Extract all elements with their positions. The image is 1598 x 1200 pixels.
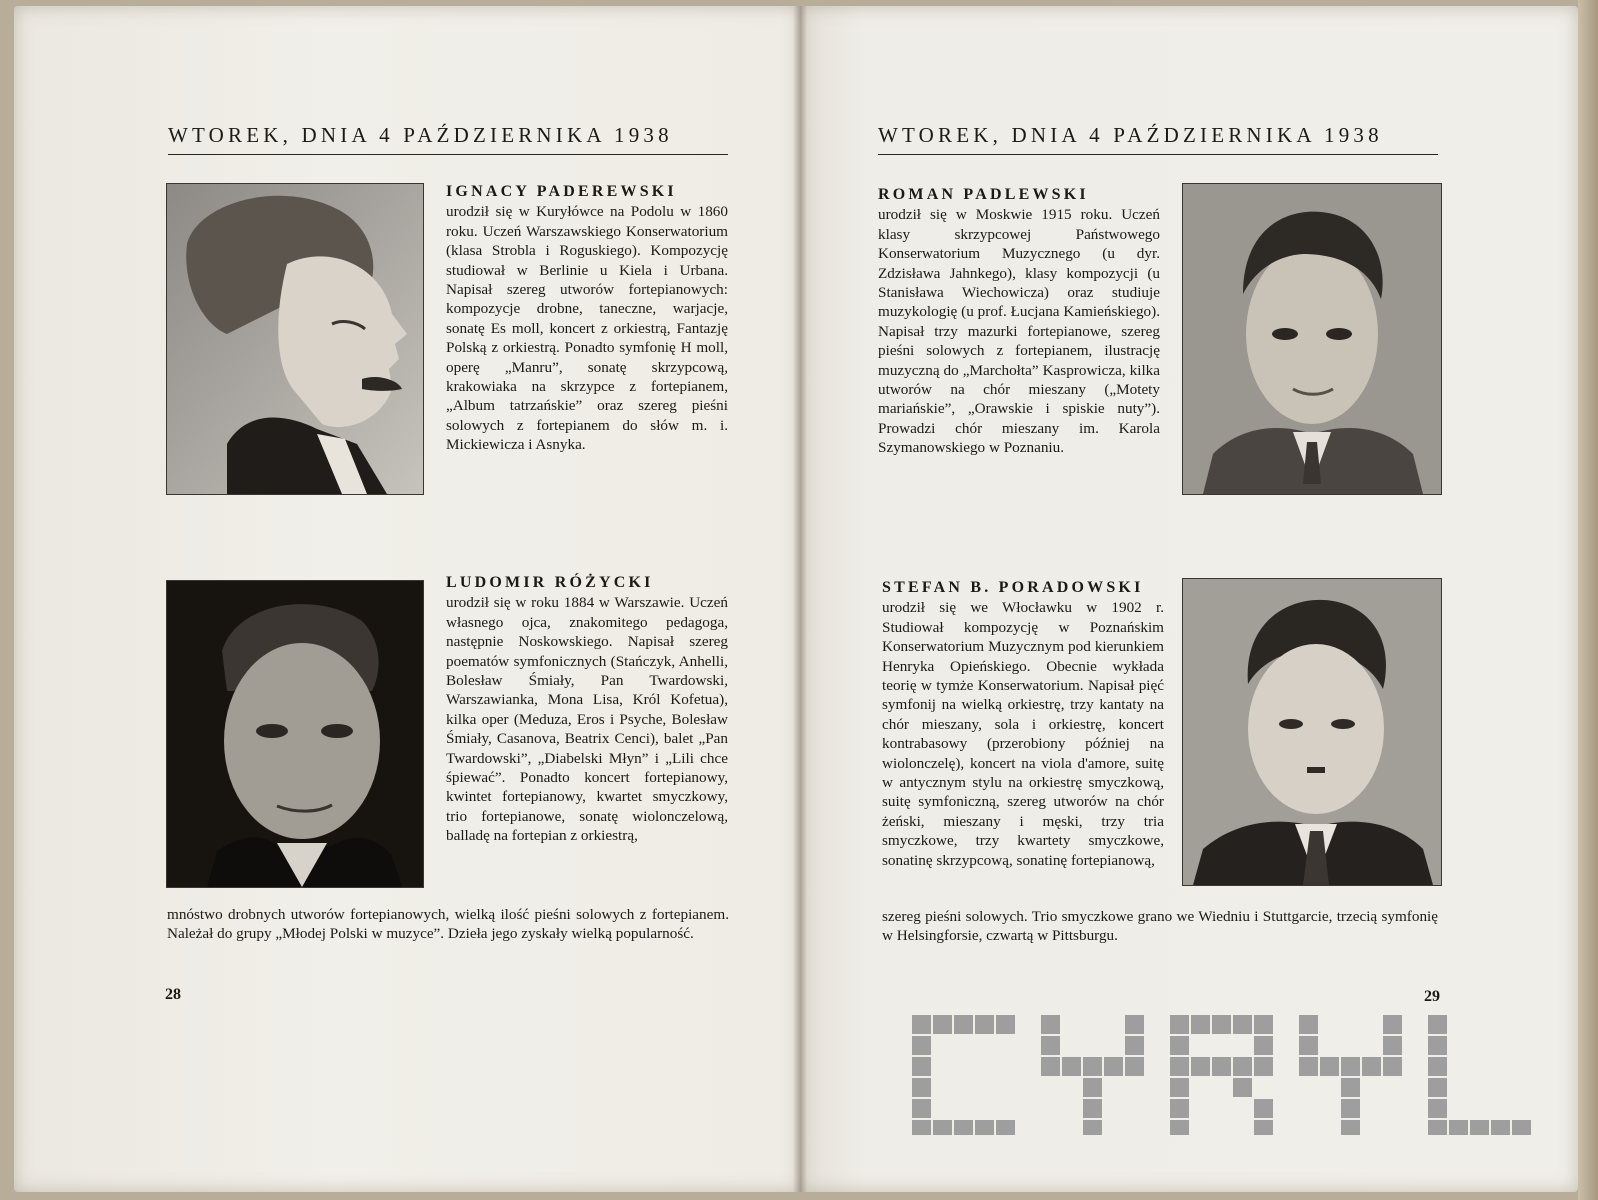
page-number-left: 28 bbox=[165, 986, 181, 1003]
page-header-right: WTOREK, DNIA 4 PAŹDZIERNIKA 1938 bbox=[878, 123, 1438, 155]
watermark-block bbox=[1254, 1015, 1273, 1034]
watermark-block bbox=[1212, 1057, 1231, 1076]
bio-name: ROMAN PADLEWSKI bbox=[878, 186, 1089, 203]
watermark-block bbox=[933, 1015, 952, 1034]
watermark-block bbox=[1041, 1036, 1060, 1055]
watermark-logo bbox=[912, 1015, 1532, 1135]
watermark-block bbox=[1428, 1036, 1447, 1055]
watermark-block bbox=[1341, 1057, 1360, 1076]
watermark-block bbox=[1170, 1015, 1189, 1034]
watermark-block bbox=[1125, 1015, 1144, 1034]
bio-rozycki-continuation: mnóstwo drobnych utworów fortepianowych, wielką ilość pieśni solowych z fortepianem. Należał do grupy „Młodej Polski w muzyce”. Dzieła jego zyskały wielką popularność. bbox=[167, 906, 729, 943]
watermark-block bbox=[1062, 1057, 1081, 1076]
watermark-block bbox=[1170, 1036, 1189, 1055]
watermark-block bbox=[996, 1015, 1015, 1034]
watermark-block bbox=[1041, 1015, 1060, 1034]
watermark-block bbox=[1212, 1015, 1231, 1034]
page-number-right: 29 bbox=[1424, 988, 1440, 1005]
watermark-block bbox=[912, 1015, 931, 1034]
watermark-block bbox=[1449, 1120, 1468, 1135]
watermark-block bbox=[912, 1036, 931, 1055]
bio-text: urodził się w Moskwie 1915 roku. Uczeń klasy skrzypcowej Państwowego Konserwatorium Muzycznego (u dyr. Zdzisława Jahnkego), klasy kompozycji (u Stanisława Wiechowicza) oraz studiuje muzykologię (u prof. Łucjana Kamieńskiego). Napisał trzy mazurki fortepianowe, szereg pieśni solowych z fortepianem, ilustrację muzyczną do „Marchołta” Kasprowicza, kilka utworów na chór mieszany („Motety mariańskie”, „Orawskie i spiskie nuty”). Prowadzi chór mieszany im. Karola Szymanowskiego w Poznaniu. bbox=[878, 206, 1160, 457]
book-gutter bbox=[793, 6, 807, 1192]
watermark-block bbox=[1083, 1057, 1102, 1076]
watermark-block bbox=[1299, 1015, 1318, 1034]
watermark-block bbox=[1170, 1099, 1189, 1118]
bio-name: STEFAN B. PORADOWSKI bbox=[882, 579, 1144, 596]
portrait-padlewski bbox=[1182, 183, 1442, 495]
watermark-block bbox=[1320, 1057, 1339, 1076]
watermark-block bbox=[1191, 1057, 1210, 1076]
watermark-block bbox=[996, 1120, 1015, 1135]
watermark-block bbox=[1254, 1120, 1273, 1135]
watermark-block bbox=[1512, 1120, 1531, 1135]
watermark-block bbox=[1428, 1099, 1447, 1118]
watermark-block bbox=[975, 1015, 994, 1034]
watermark-block bbox=[954, 1120, 973, 1135]
watermark-block bbox=[1428, 1120, 1447, 1135]
watermark-block bbox=[1125, 1036, 1144, 1055]
bio-name: LUDOMIR RÓŻYCKI bbox=[446, 574, 654, 591]
watermark-block bbox=[1233, 1057, 1252, 1076]
watermark-block bbox=[1125, 1057, 1144, 1076]
watermark-block bbox=[975, 1120, 994, 1135]
portrait-paderewski bbox=[166, 183, 424, 495]
watermark-block bbox=[1341, 1078, 1360, 1097]
watermark-block bbox=[1428, 1015, 1447, 1034]
watermark-block bbox=[1083, 1099, 1102, 1118]
watermark-block bbox=[1299, 1036, 1318, 1055]
bio-padlewski bbox=[878, 185, 1160, 458]
bio-text: urodził się we Włocławku w 1902 r. Studiował kompozycję w Poznańskim Konserwatorium Muzycznym pod kierunkiem Henryka Opieńskiego. Obecnie wykłada teorię w tymże Konserwatorium. Napisał pięć symfonij na wielką orkiestrę, trzy kantaty na chór mieszany, sola i orkiestrę, koncert kontrabasowy (przerobiony później na wiolonczelę), koncert na viola d'amore, suitę w antycznym stylu na orkiestrę smyczkową, suitę symfoniczną, szereg utworów na chór żeński, mieszany i męski, trzy tria smyczkowe, trzy kwartety smyczkowe, sonatinę skrzypcową, sonatinę fortepianową, bbox=[882, 599, 1164, 869]
watermark-block bbox=[912, 1057, 931, 1076]
watermark-block bbox=[1254, 1099, 1273, 1118]
watermark-block bbox=[1383, 1015, 1402, 1034]
watermark-block bbox=[1428, 1078, 1447, 1097]
watermark-block bbox=[954, 1015, 973, 1034]
watermark-block bbox=[1341, 1120, 1360, 1135]
watermark-block bbox=[1170, 1078, 1189, 1097]
bio-rozycki bbox=[446, 573, 728, 846]
watermark-block bbox=[912, 1120, 931, 1135]
watermark-block bbox=[1341, 1099, 1360, 1118]
book-edge bbox=[1578, 0, 1598, 1200]
watermark-block bbox=[1491, 1120, 1510, 1135]
watermark-block bbox=[1428, 1057, 1447, 1076]
watermark-block bbox=[1233, 1078, 1252, 1097]
bio-poradowski bbox=[882, 578, 1164, 870]
portrait-poradowski bbox=[1182, 578, 1442, 886]
watermark-block bbox=[1041, 1057, 1060, 1076]
watermark-block bbox=[1254, 1057, 1273, 1076]
bio-text: urodził się w Kuryłówce na Podolu w 1860 roku. Uczeń Warszawskiego Konserwatorium (klasa Strobla i Roguskiego). Kompozycję studiował w Berlinie u Kiela i Urbana. Napisał szereg utworów fortepianowych: kompozycje drobne, taneczne, warjacje, sonatę Es moll, koncert z orkiestrą, Fantazję Polską z orkiestrą. Ponadto symfonię H moll, operę „Manru”, sonatę skrzypcową, krakowiaka na skrzypce z fortepianem, „Album tatrzańskie” oraz szereg pieśni solowych z fortepianem do słów m. i. Mickiewicza i Asnyka. bbox=[446, 203, 728, 454]
bio-poradowski-continuation: szereg pieśni solowych. Trio smyczkowe grano we Wiedniu i Stuttgarcie, trzecią symfonię w Helsingforsie, czwartą w Pittsburgu. bbox=[882, 908, 1438, 945]
watermark-block bbox=[912, 1099, 931, 1118]
watermark-block bbox=[1362, 1057, 1381, 1076]
watermark-block bbox=[1083, 1078, 1102, 1097]
page-header-left: WTOREK, DNIA 4 PAŹDZIERNIKA 1938 bbox=[168, 123, 728, 155]
watermark-block bbox=[1083, 1120, 1102, 1135]
watermark-block bbox=[1470, 1120, 1489, 1135]
bio-text: urodził się w roku 1884 w Warszawie. Uczeń własnego ojca, znakomitego pedagoga, następnie Noskowskiego. Napisał szereg poematów symfonicznych (Stańczyk, Anhelli, Bolesław Śmiały, Pan Twardowski, Warszawianka, Mona Lisa, Król Kofetua), kilka oper (Meduza, Eros i Psyche, Bolesław Śmiały, Casanova, Beatrix Cenci), balet „Pan Twardowski”, „Diabelski Młyn” i „Lili chce śpiewać”. Ponadto koncert fortepianowy, kwintet fortepianowy, kwartet smyczkowy, trio fortepianowe, sonatę wiolonczelową, balladę na fortepian z orkiestrą, bbox=[446, 594, 728, 845]
watermark-block bbox=[1254, 1036, 1273, 1055]
bio-name: IGNACY PADEREWSKI bbox=[446, 183, 677, 200]
watermark-block bbox=[1170, 1120, 1189, 1135]
bio-paderewski bbox=[446, 182, 728, 455]
watermark-block bbox=[1383, 1036, 1402, 1055]
watermark-block bbox=[912, 1078, 931, 1097]
watermark-block bbox=[1299, 1057, 1318, 1076]
watermark-block bbox=[1170, 1057, 1189, 1076]
watermark-block bbox=[933, 1120, 952, 1135]
portrait-rozycki bbox=[166, 580, 424, 888]
watermark-block bbox=[1233, 1015, 1252, 1034]
watermark-block bbox=[1104, 1057, 1123, 1076]
watermark-block bbox=[1191, 1015, 1210, 1034]
watermark-block bbox=[1383, 1057, 1402, 1076]
